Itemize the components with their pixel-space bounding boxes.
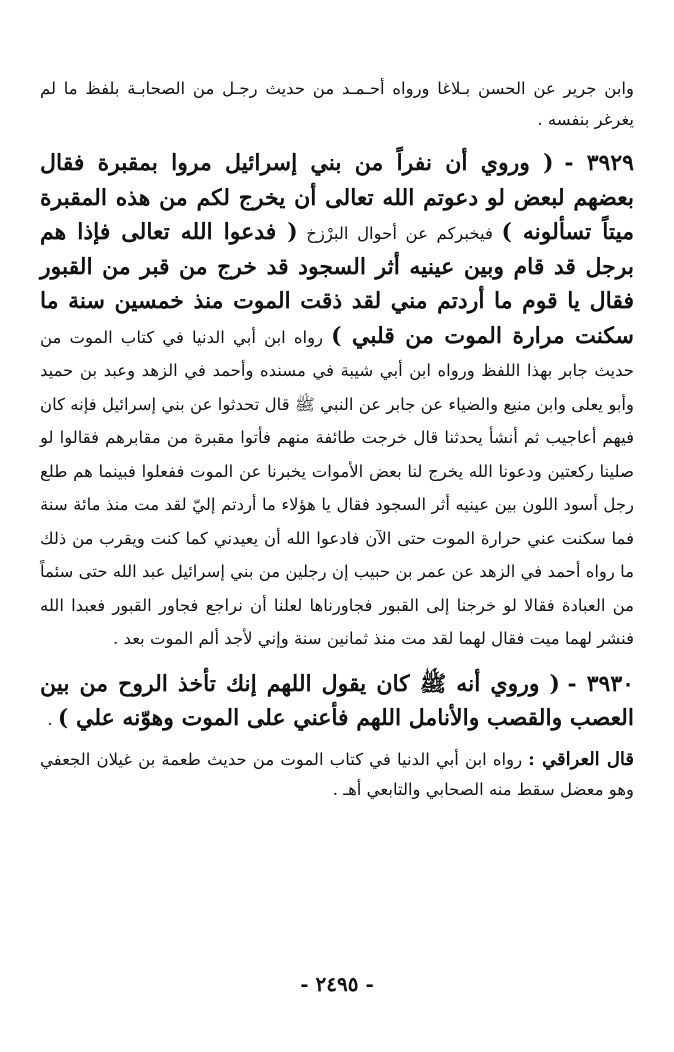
hadith-3930-text-bold: ( وروي أنه ﷺ كان يقول اللهم إنك تأخذ الروح من بين العصب والقصب والأنامل اللهم فأعني على الموت وهوّنه علي )	[40, 670, 634, 731]
iraqi-text: رواه ابن أبي الدنيا في كتاب الموت من حديث طعمة بن غيلان الجعفي وهو معضل سقط منه الصحابي والتابعي أهـ .	[40, 749, 634, 799]
hadith-3929-text-normal-1: فيخبركم عن أحوال البرْزخ	[297, 224, 502, 243]
hadith-3929-commentary: رواه ابن أبي الدنيا في كتاب الموت من حديث جابر بهذا اللفظ ورواه ابن أبي شيبة في مسنده وأحمد في الزهد وعبد بن حميد وأبو يعلى وابن منيع والضياء عن جابر عن النبي ﷺ قال تحدثوا عن بني إسرائيل فإنه كان فيهم أعاجيب ثم أنشأ يحدثنا قال خرجت طائفة منهم فأتوا مقبرة من مقابرهم فقالوا لو صلينا ركعتين ودعونا الله يخرج لنا بعض الأموات يخبرنا عن الموت ففعلوا فبينما هم طلع رجل أسود اللون بين عينيه أثر السجود فقال يا هؤلاء ما أردتم إليّ لقد مت منذ مائة سنة فما سكنت عني حرارة الموت حتى الآن فادعوا الله أن يعيدني كما كنت ويقرب من ذلك ما رواه أحمد في الزهد عن عمر بن حبيب إن رجلين من بني إسرائيل عبد الله حتى سئماً من العبادة فقالا لو خرجنا إلى القبور فجاورناها لعلنا أن نراجع فجاور القبور فعبدا الله فنشر لهما ميت فقال لهما لقد مت منذ ثمانين سنة وإني لأجد ألم الموت بعد .	[40, 327, 635, 648]
page-number: - ٢٤٩٥ -	[300, 972, 374, 996]
intro-paragraph: وابن جرير عن الحسن بـلاغا ورواه أحـمـد من حديث رجـل من الصحابـة بلفظ ما لم يغرغر بنفسه .	[40, 79, 634, 129]
hadith-3929	[40, 147, 634, 656]
hadith-3930-number: ٣٩٣٠ -	[567, 670, 634, 697]
hadith-3929-text-bold-2: ( فدعوا الله تعالى فإذا هم برجل قد قام وبين عينيه أثر السجود قد خرج من قبر من القبور فقال يا قوم ما أردتم مني لقد ذقت الموت منذ خمسين سنة ما سكنت مرارة الموت من قلبي )	[40, 219, 634, 349]
hadith-3929-text-bold-1: ( وروي أن نفراً من بني إسرائيل مروا بمقبرة فقال بعضهم لبعض لو دعوتم الله تعالى أن يخرج لكم من هذه المقبرة ميتاً تسألونه )	[40, 150, 634, 245]
iraqi-paragraph	[40, 745, 634, 806]
iraqi-label: قال العراقي :	[528, 748, 634, 770]
page-body	[40, 74, 634, 806]
hadith-3930-end: .	[47, 710, 58, 729]
hadith-3930	[40, 668, 634, 737]
hadith-3929-number: ٣٩٢٩ -	[564, 150, 634, 176]
